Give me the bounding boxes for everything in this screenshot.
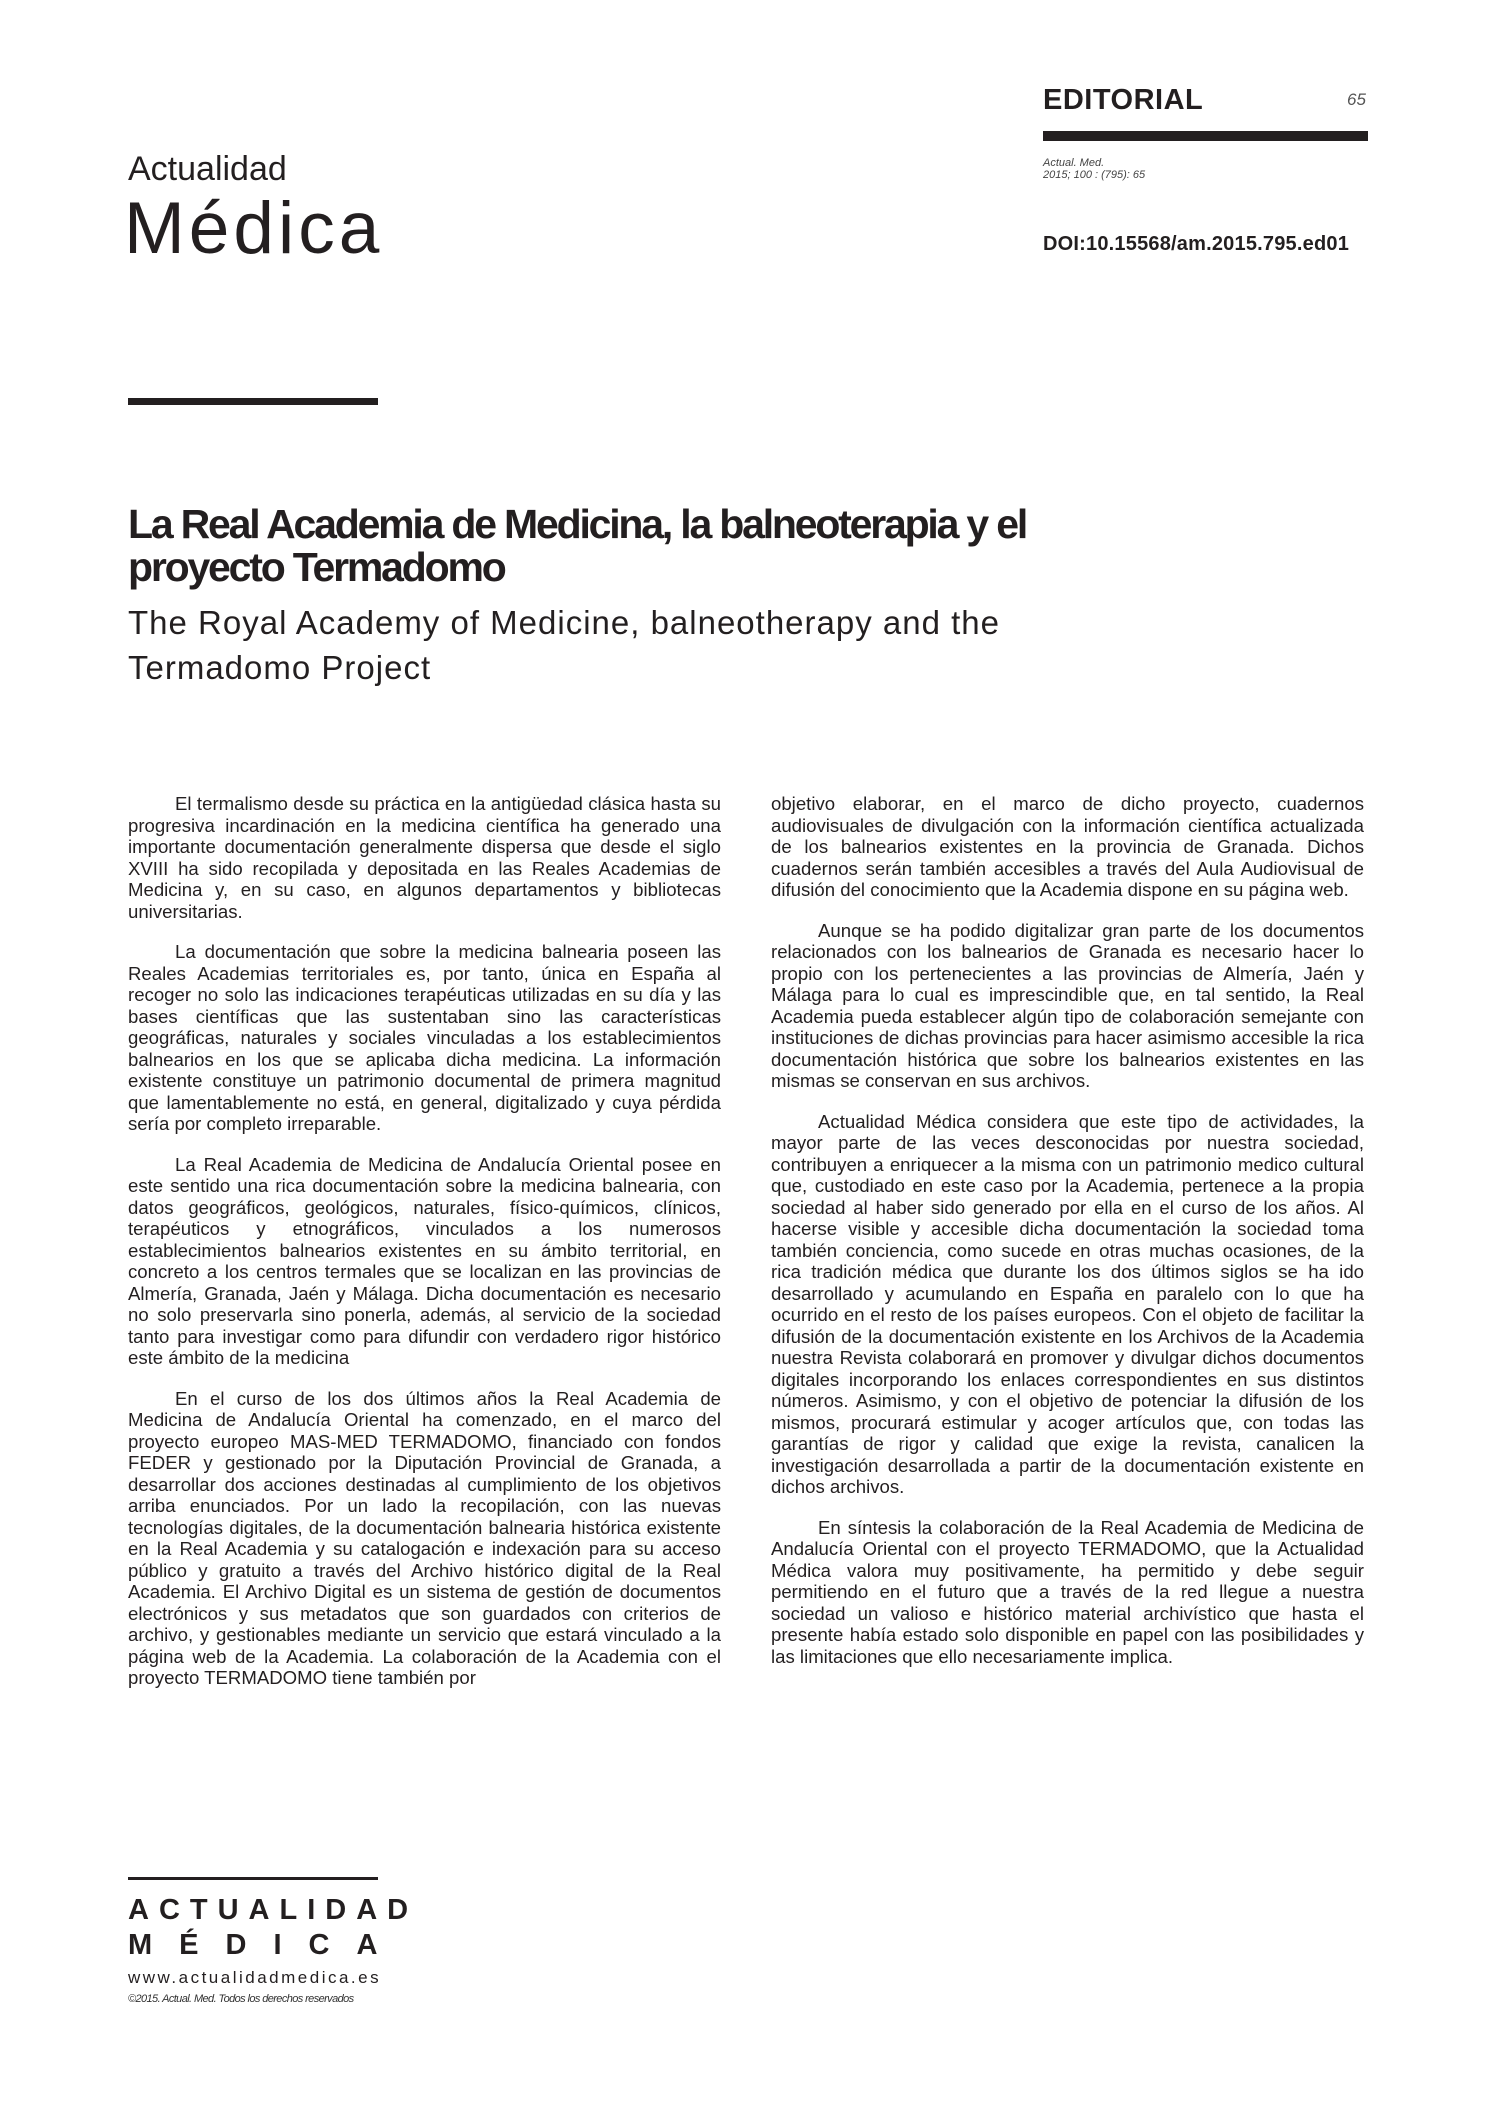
title-en-line-1: The Royal Academy of Medicine, balneotherapy and the (128, 604, 1001, 641)
paragraph-continuation: objetivo elaborar, en el marco de dicho proyecto, cuadernos audiovisuales de divulgación con la información científica actualizada de los balnearios existentes en la provincia de Granada. Dichos cuadernos serán también accesibles a través del Aula Audiovisual de difusión del conocimiento que la Academia dispone en su página web. (771, 793, 1364, 900)
paragraph: La documentación que sobre la medicina balnearia poseen las Reales Academias territoriales es, por tanto, única en España al recoger no solo las indicaciones terapéuticas utilizadas en su día y las bases científicas que las sustentaban sino las características geográficas, naturales y sociales vinculadas a los establecimientos balnearios en los que se aplicaba dicha medicina. La información existente constituye un patrimonio documental de primera magnitud que lamentablemente no está, en general, digitalizado y cuya pérdida sería por completo irreparable. (128, 941, 721, 1134)
section-label: EDITORIAL (1043, 84, 1204, 116)
title-es-line-2: proyecto Termadomo (128, 544, 505, 590)
body-column-right (771, 793, 1364, 1686)
body-column-left (128, 793, 721, 1708)
title-es-line-1: La Real Academia de Medicina, la balneoterapia y el (128, 501, 1027, 547)
doi: DOI:10.15568/am.2015.795.ed01 (1043, 233, 1350, 255)
citation-volume: 2015; 100 : (795): 65 (1043, 169, 1146, 181)
paragraph: En síntesis la colaboración de la Real Academia de Medicina de Andalucía Oriental con el proyecto TERMADOMO, que la Actualidad Médica valora muy positivamente, ha permitido y debe seguir permitiendo en el futuro que a través de la red llegue a nuestra sociedad un valioso e histórico material archivístico que hasta el presente había estado solo disponible en papel con las posibilidades y las limitaciones que ello necesariamente implica. (771, 1516, 1364, 1667)
article-title-english (128, 600, 1048, 690)
footer-logo-line-1: ACTUALIDAD (128, 1894, 419, 1926)
journal-citation (1043, 157, 1145, 181)
masthead-rule (128, 398, 378, 405)
footer-logo-line-2: MÉDICA (128, 1929, 405, 1961)
title-en-line-2: Termadomo Project (128, 649, 432, 686)
paragraph: La Real Academia de Medicina de Andalucía Oriental posee en este sentido una rica documentación sobre la medicina balnearia, con datos geográficos, geológicos, naturales, físico-químicos, clínicos, terapéuticos y etnográficos, vinculados a los numerosos establecimientos balnearios existentes en su ámbito territorial, en concreto a los centros termales que se localizan en las provincias de Almería, Granada, Jaén y Málaga. Dicha documentación es necesario no solo preservarla sino ponerla, además, al servicio de la sociedad tanto para investigar como para difundir con verdadero rigor histórico este ámbito de la medicina (128, 1153, 721, 1368)
paragraph: El termalismo desde su práctica en la antigüedad clásica hasta su progresiva incardinación en la medicina científica ha generado una importante documentación generalmente dispersa que desde el siglo XVIII ha sido recopilada y depositada en las Reales Academias de Medicina y, en su caso, en algunos departamentos y bibliotecas universitarias. (128, 793, 721, 922)
masthead-logo-bottom: Médica (124, 188, 384, 269)
paragraph: Aunque se ha podido digitalizar gran parte de los documentos relacionados con los balnearios de Granada es necesario hacer lo propio con los pertenecientes a las provincias de Almería, Jaén y Málaga para lo cual es imprescindible que, en tal sentido, la Real Academia pueda establecer algún tipo de colaboración semejante con instituciones de dichas provincias para hacer asimismo accesible la rica documentación histórica que sobre los balnearios existentes en las mismas se conservan en sus archivos. (771, 919, 1364, 1091)
footer-website-link[interactable]: www.actualidadmedica.es (128, 1968, 382, 1987)
article-title-spanish (128, 503, 1068, 589)
page-number: 65 (1347, 90, 1366, 109)
footer-copyright: ©2015. Actual. Med. Todos los derechos reservados (128, 1993, 354, 2005)
footer-rule (128, 1877, 378, 1880)
paragraph: En el curso de los dos últimos años la Real Academia de Medicina de Andalucía Oriental ha comenzado, en el marco del proyecto europeo MAS-MED TERMADOMO, financiado con fondos FEDER y gestionado por la Diputación Provincial de Granada, a desarrollar dos acciones destinadas al cumplimiento de los objetivos arriba enunciados. Por un lado la recopilación, con las nuevas tecnologías digitales, de la documentación balnearia histórica existente en la Real Academia y su catalogación e indexación para su acceso público y gratuito a través del Archivo histórico digital de la Real Academia. El Archivo Digital es un sistema de gestión de documentos electrónicos y sus metadatos que son guardados con criterios de archivo, y gestionables mediante un servicio que estará vinculado a la página web de la Academia. La colaboración de la Academia con el proyecto TERMADOMO tiene también por (128, 1387, 721, 1688)
citation-journal: Actual. Med. (1043, 157, 1105, 169)
masthead-logo-top: Actualidad (128, 150, 287, 188)
paragraph: Actualidad Médica considera que este tipo de actividades, la mayor parte de las veces desconocidas por nuestra sociedad, contribuyen a enriquecer a la misma con un patrimonio medico cultural que, custodiado en este caso por la Academia, pertenece a la propia sociedad al haber sido generado por ella en el curso de los años. Al hacerse visible y accesible dicha documentación la sociedad toma también conciencia, como sucede en otras muchas ocasiones, de la rica tradición médica que durante los dos últimos siglos se ha ido desarrollado y acumulando en España en paralelo con lo que ha ocurrido en el resto de los países europeos. Con el objeto de facilitar la difusión de la documentación existente en los Archivos de la Academia nuestra Revista colaborará en promover y divulgar dichos documentos digitales incorporando los enlaces correspondientes en sus distintos números. Asimismo, y con el objetivo de potenciar la difusión de los mismos, procurará estimular y acoger artículos que, con todas las garantías de rigor y calidad que exige la revista, canalicen la investigación desarrollada a partir de la documentación existente en dichos archivos. (771, 1110, 1364, 1497)
section-rule (1043, 131, 1368, 141)
